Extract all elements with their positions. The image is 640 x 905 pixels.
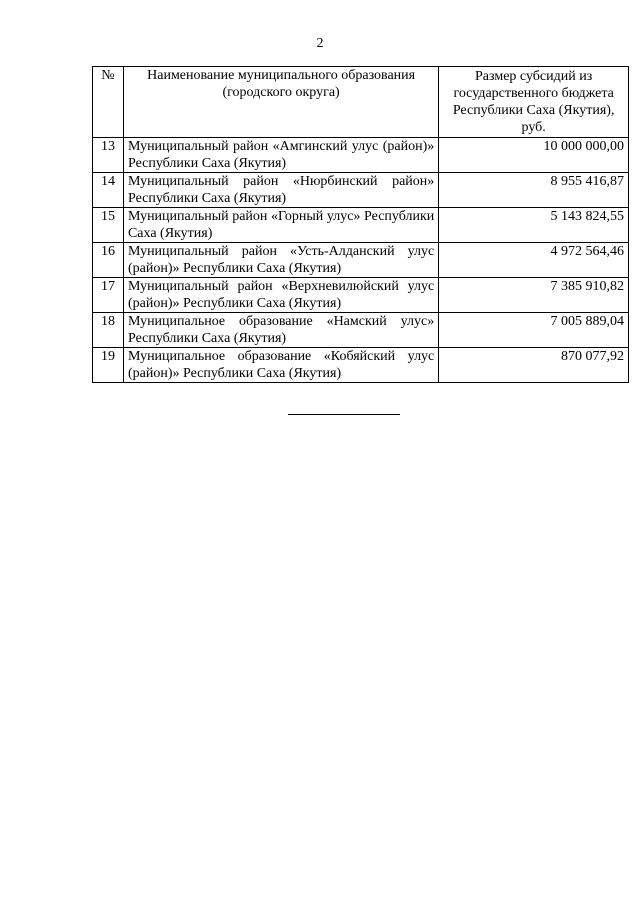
row-subsidy-amount: 8 955 416,87 <box>439 173 629 208</box>
row-subsidy-amount: 7 385 910,82 <box>439 278 629 313</box>
row-number: 15 <box>93 208 124 243</box>
row-number: 13 <box>93 138 124 173</box>
row-number: 16 <box>93 243 124 278</box>
row-municipality-name: Муниципальный район «Усть-Алданский улус (район)» Республики Саха (Якутия) <box>123 243 438 278</box>
row-number: 19 <box>93 348 124 383</box>
row-subsidy-amount: 5 143 824,55 <box>439 208 629 243</box>
row-subsidy-amount: 10 000 000,00 <box>439 138 629 173</box>
table-row <box>93 243 629 278</box>
table-row <box>93 313 629 348</box>
table-row <box>93 138 629 173</box>
table-row <box>93 173 629 208</box>
row-municipality-name: Муниципальное образование «Намский улус» Республики Саха (Якутия) <box>123 313 438 348</box>
table-body <box>93 138 629 383</box>
table-header <box>93 67 629 138</box>
row-number: 18 <box>93 313 124 348</box>
subsidies-table <box>92 66 629 383</box>
header-municipality-name: Наименование муниципального образования (городского округа) <box>123 67 438 138</box>
row-municipality-name: Муниципальный район «Верхневилюйский улус (район)» Республики Саха (Якутия) <box>123 278 438 313</box>
row-municipality-name: Муниципальный район «Амгинский улус (район)» Республики Саха (Якутия) <box>123 138 438 173</box>
page-number: 2 <box>316 36 324 51</box>
header-number: № <box>93 67 124 138</box>
table-row <box>93 348 629 383</box>
row-subsidy-amount: 4 972 564,46 <box>439 243 629 278</box>
row-municipality-name: Муниципальный район «Горный улус» Республики Саха (Якутия) <box>123 208 438 243</box>
row-number: 17 <box>93 278 124 313</box>
row-number: 14 <box>93 173 124 208</box>
header-subsidy-amount: Размер субсидий из государственного бюджета Республики Саха (Якутия), руб. <box>439 67 629 138</box>
table-row <box>93 278 629 313</box>
row-subsidy-amount: 7 005 889,04 <box>439 313 629 348</box>
row-municipality-name: Муниципальный район «Нюрбинский район» Республики Саха (Якутия) <box>123 173 438 208</box>
row-subsidy-amount: 870 077,92 <box>439 348 629 383</box>
row-municipality-name: Муниципальное образование «Кобяйский улус (район)» Республики Саха (Якутия) <box>123 348 438 383</box>
table-row <box>93 208 629 243</box>
end-of-document-rule <box>288 414 400 415</box>
